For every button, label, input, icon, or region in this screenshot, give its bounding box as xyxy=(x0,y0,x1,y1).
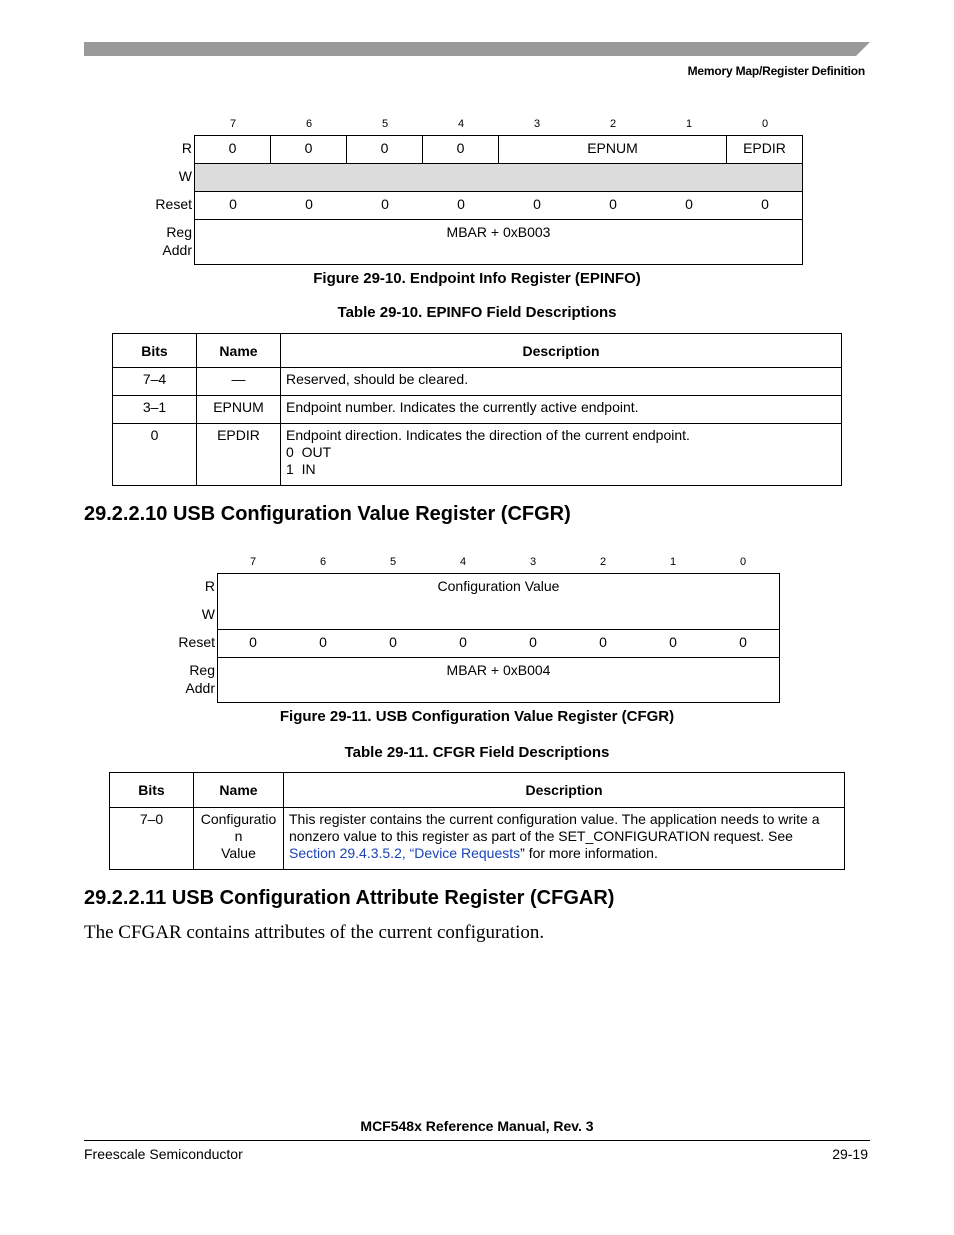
bit-number: 4 xyxy=(457,118,465,130)
bit-number: 7 xyxy=(229,118,237,130)
column-header-name: Name xyxy=(194,773,284,808)
column-header-name: Name xyxy=(197,334,281,368)
read-field-bit4: 0 xyxy=(456,140,465,156)
header-bar xyxy=(84,42,870,56)
cell-name: EPNUM xyxy=(197,396,281,424)
cell-description xyxy=(284,808,845,870)
reset-value: 0 xyxy=(529,634,537,650)
cell-name: EPDIR xyxy=(197,424,281,486)
row-label-w: W xyxy=(201,606,215,622)
description-line: 1 IN xyxy=(286,461,316,477)
row-divider xyxy=(194,191,803,192)
row-label-r: R xyxy=(204,578,215,594)
register-address: MBAR + 0xB004 xyxy=(446,662,551,678)
reset-value: 0 xyxy=(305,196,313,212)
device-requests-link[interactable]: Section 29.4.3.5.2, “Device Requests xyxy=(289,845,521,861)
epinfo-field-table xyxy=(112,333,842,486)
row-label-w: W xyxy=(178,168,192,184)
table-row xyxy=(110,808,845,870)
bit-number: 0 xyxy=(739,556,747,568)
bit-number: 0 xyxy=(761,118,769,130)
bit-number: 5 xyxy=(389,556,397,568)
reset-value: 0 xyxy=(319,634,327,650)
row-divider xyxy=(217,629,780,630)
reset-value: 0 xyxy=(457,196,465,212)
cell-description xyxy=(281,424,842,486)
cell-bits: 7–0 xyxy=(110,808,194,870)
reset-value: 0 xyxy=(229,196,237,212)
reset-value: 0 xyxy=(381,196,389,212)
bit-number: 3 xyxy=(533,118,541,130)
reset-value: 0 xyxy=(533,196,541,212)
bit-number: 1 xyxy=(669,556,677,568)
cell-description: Reserved, should be cleared. xyxy=(281,368,842,396)
register-address: MBAR + 0xB003 xyxy=(446,224,551,240)
row-label-r: R xyxy=(181,140,192,156)
bit-number: 1 xyxy=(685,118,693,130)
cell-name: — xyxy=(197,368,281,396)
name-line: n xyxy=(234,828,243,844)
cfgr-field-table xyxy=(109,772,845,870)
table-caption: Table 29-10. EPINFO Field Descriptions xyxy=(337,304,617,321)
section-heading-cfgr: 29.2.2.10 USB Configuration Value Register (CFGR) xyxy=(84,503,571,525)
rw-field-configuration-value: Configuration Value xyxy=(437,578,560,594)
section-heading-cfgar: 29.2.2.11 USB Configuration Attribute Register (CFGAR) xyxy=(84,887,615,909)
bit-number: 5 xyxy=(381,118,389,130)
bit-number: 2 xyxy=(599,556,607,568)
row-label-addr: Addr xyxy=(185,680,215,696)
table-header-row xyxy=(110,773,845,808)
column-header-description: Description xyxy=(281,334,842,368)
running-title: Memory Map/Register Definition xyxy=(687,64,865,78)
description-line: 0 OUT xyxy=(286,444,332,460)
description-line xyxy=(289,845,839,862)
read-field-bit5: 0 xyxy=(380,140,389,156)
reset-value: 0 xyxy=(389,634,397,650)
table-header-row xyxy=(113,334,842,368)
reset-value: 0 xyxy=(669,634,677,650)
row-label-addr: Addr xyxy=(162,242,192,258)
cell-name xyxy=(194,808,284,870)
bit-number: 4 xyxy=(459,556,467,568)
bit-number: 7 xyxy=(249,556,257,568)
cell-description: Endpoint number. Indicates the currently active endpoint. xyxy=(281,396,842,424)
figure-caption: Figure 29-10. Endpoint Info Register (EPINFO) xyxy=(313,270,641,287)
bit-number: 6 xyxy=(305,118,313,130)
table-caption: Table 29-11. CFGR Field Descriptions xyxy=(344,744,610,761)
bit-number: 6 xyxy=(319,556,327,568)
column-header-description: Description xyxy=(284,773,845,808)
reset-value: 0 xyxy=(609,196,617,212)
read-field-epnum: EPNUM xyxy=(587,140,638,156)
row-label-reset: Reset xyxy=(155,196,192,212)
bit-number: 2 xyxy=(609,118,617,130)
reset-value: 0 xyxy=(599,634,607,650)
reset-value: 0 xyxy=(459,634,467,650)
column-header-bits: Bits xyxy=(110,773,194,808)
row-divider xyxy=(194,219,803,220)
name-line: Configuratio xyxy=(200,811,277,827)
row-label-reg: Reg xyxy=(166,224,192,240)
row-divider xyxy=(217,657,780,658)
read-field-bit7: 0 xyxy=(228,140,237,156)
read-field-epdir: EPDIR xyxy=(743,140,786,156)
reset-value: 0 xyxy=(761,196,769,212)
description-text: ” for more information. xyxy=(520,845,658,861)
table-row xyxy=(113,424,842,486)
reset-value: 0 xyxy=(739,634,747,650)
body-paragraph: The CFGAR contains attributes of the current configuration. xyxy=(84,922,545,943)
footer-company: Freescale Semiconductor xyxy=(84,1146,243,1162)
figure-caption: Figure 29-11. USB Configuration Value Register (CFGR) xyxy=(279,708,675,725)
description-line: Endpoint direction. Indicates the direction of the current endpoint. xyxy=(286,427,690,443)
reset-value: 0 xyxy=(685,196,693,212)
footer-divider xyxy=(84,1140,870,1141)
row-label-reg: Reg xyxy=(189,662,215,678)
description-line: nonzero value to this register as part of the SET_CONFIGURATION request. See xyxy=(289,828,793,844)
description-line: This register contains the current configuration value. The application needs to write a xyxy=(289,811,820,827)
cell-bits: 0 xyxy=(113,424,197,486)
bit-number: 3 xyxy=(529,556,537,568)
cell-bits: 7–4 xyxy=(113,368,197,396)
row-divider xyxy=(194,163,803,164)
name-line: Value xyxy=(221,845,256,861)
reset-value: 0 xyxy=(249,634,257,650)
table-row xyxy=(113,396,842,424)
row-label-reset: Reset xyxy=(178,634,215,650)
footer-page-number: 29-19 xyxy=(832,1146,868,1162)
column-header-bits: Bits xyxy=(113,334,197,368)
footer-manual-title: MCF548x Reference Manual, Rev. 3 xyxy=(360,1118,594,1134)
table-row xyxy=(113,368,842,396)
cell-bits: 3–1 xyxy=(113,396,197,424)
read-field-bit6: 0 xyxy=(304,140,313,156)
